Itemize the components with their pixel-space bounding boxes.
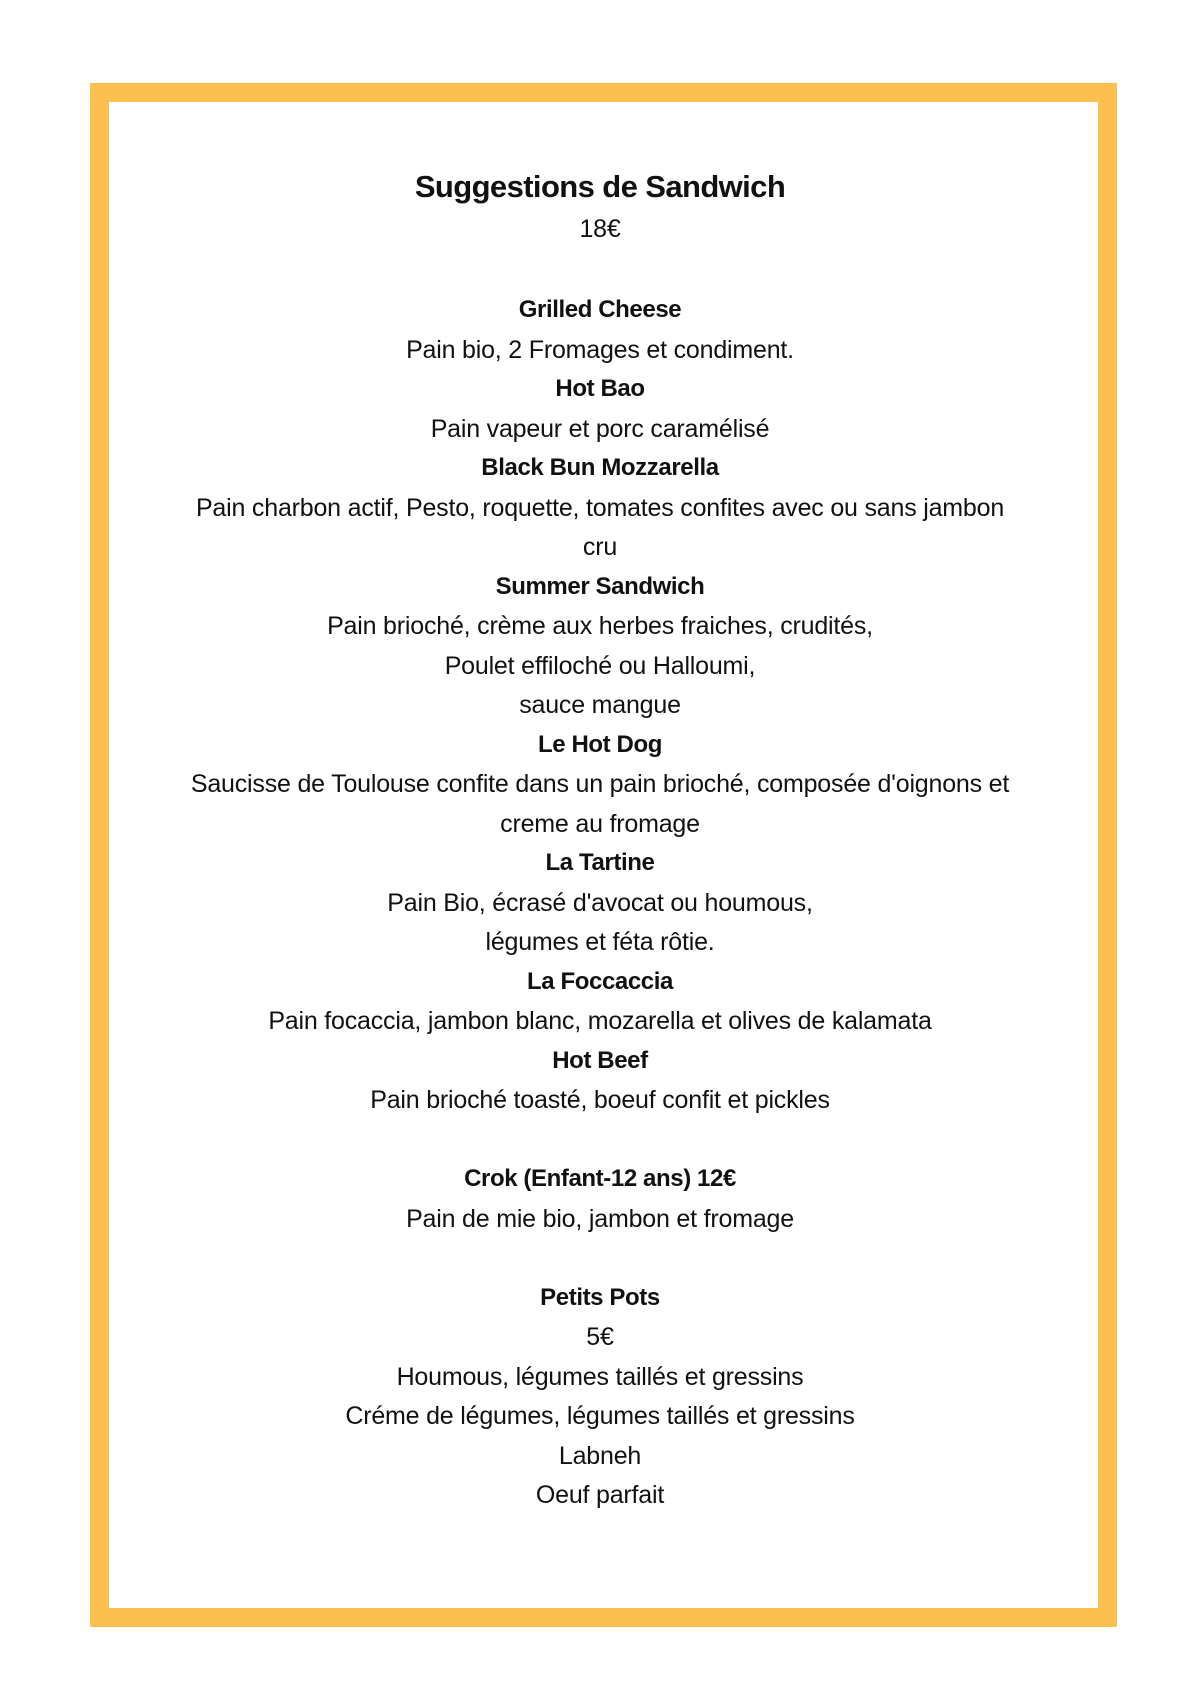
item-desc-grilled-cheese: Pain bio, 2 Fromages et condiment.: [406, 336, 794, 364]
petits-pots-option: Créme de légumes, légumes taillés et gressins: [345, 1402, 855, 1430]
item-name-hot-bao: Hot Bao: [555, 375, 645, 402]
item-desc-hot-beef: Pain brioché toasté, boeuf confit et pickles: [370, 1086, 830, 1114]
item-desc-crok-enfant: Pain de mie bio, jambon et fromage: [406, 1205, 794, 1233]
item-name-crok-enfant: Crok (Enfant-12 ans) 12€: [464, 1165, 736, 1192]
item-desc-hot-bao: Pain vapeur et porc caramélisé: [430, 415, 770, 443]
item-desc-summer-line1: Pain brioché, crème aux herbes fraiches, crudités,: [327, 612, 873, 640]
petits-pots-price: 5€: [586, 1323, 614, 1351]
item-desc-hot-dog-line1: Saucisse de Toulouse confite dans un pain brioché, composée d'oignons et: [190, 770, 1010, 798]
item-name-hot-beef: Hot Beef: [552, 1047, 648, 1074]
menu-title: Suggestions de Sandwich: [414, 169, 786, 204]
petits-pots-option: Labneh: [558, 1442, 642, 1470]
item-desc-tartine-line2: légumes et féta rôtie.: [485, 928, 715, 956]
section-title-petits-pots: Petits Pots: [540, 1284, 660, 1311]
petits-pots-option: Houmous, légumes taillés et gressins: [396, 1363, 804, 1391]
item-name-summer-sandwich: Summer Sandwich: [495, 573, 705, 600]
item-desc-foccaccia: Pain focaccia, jambon blanc, mozarella et olives de kalamata: [268, 1007, 932, 1035]
menu-price: 18€: [579, 215, 621, 243]
item-name-le-hot-dog: Le Hot Dog: [538, 731, 662, 758]
item-name-black-bun-mozzarella: Black Bun Mozzarella: [481, 454, 719, 481]
item-desc-summer-line3: sauce mangue: [519, 691, 681, 719]
item-name-grilled-cheese: Grilled Cheese: [518, 296, 682, 323]
item-desc-black-bun-line1: Pain charbon actif, Pesto, roquette, tomates confites avec ou sans jambon: [195, 494, 1005, 522]
item-desc-black-bun-line2: cru: [582, 533, 618, 561]
petits-pots-option: Oeuf parfait: [535, 1481, 665, 1509]
item-name-la-foccaccia: La Foccaccia: [527, 968, 673, 995]
item-desc-hot-dog-line2: creme au fromage: [500, 810, 700, 838]
item-name-la-tartine: La Tartine: [545, 849, 655, 876]
item-desc-tartine-line1: Pain Bio, écrasé d'avocat ou houmous,: [387, 889, 813, 917]
item-desc-summer-line2: Poulet effiloché ou Halloumi,: [444, 652, 756, 680]
